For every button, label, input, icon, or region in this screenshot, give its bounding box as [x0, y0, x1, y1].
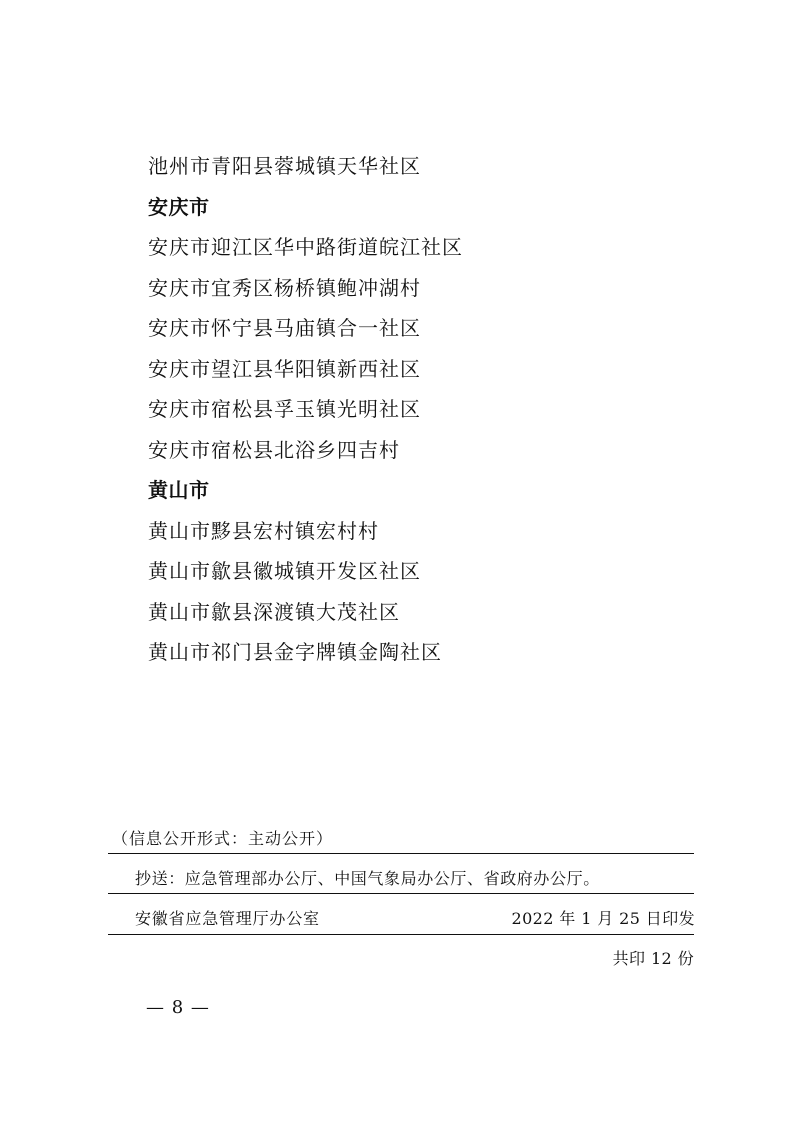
- disclosure-note: （信息公开形式：主动公开）: [112, 829, 334, 848]
- list-item: 安庆市望江县华阳镇新西社区: [148, 356, 421, 381]
- list-item: 池州市青阳县蓉城镇天华社区: [148, 154, 421, 178]
- print-copies: 共印 12 份: [612, 949, 694, 968]
- city-heading: 安庆市: [148, 194, 210, 219]
- divider-line-middle: [108, 893, 694, 894]
- list-item: 黄山市黟县宏村镇宏村村: [148, 518, 379, 543]
- list-item: 安庆市迎江区华中路街道皖江社区: [148, 235, 463, 259]
- divider-line-bottom: [108, 934, 694, 935]
- print-date: 2022 年 1 月 25 日印发: [511, 909, 695, 928]
- cc-recipients: 抄送：应急管理部办公厅、中国气象局办公厅、省政府办公厅。: [135, 869, 600, 888]
- list-item: 安庆市宿松县孚玉镇光明社区: [148, 397, 421, 421]
- list-item: 黄山市祁门县金字牌镇金陶社区: [148, 640, 442, 664]
- location-list: [148, 146, 708, 673]
- divider-line-top: [108, 853, 694, 854]
- page-number: — 8 —: [146, 997, 210, 1018]
- list-item: 黄山市歙县徽城镇开发区社区: [148, 559, 421, 583]
- list-item: 安庆市宿松县北浴乡四吉村: [148, 437, 400, 462]
- issuing-office: 安徽省应急管理厅办公室: [135, 909, 320, 928]
- list-item: 黄山市歙县深渡镇大茂社区: [148, 599, 400, 624]
- city-heading: 黄山市: [148, 478, 210, 502]
- list-item: 安庆市怀宁县马庙镇合一社区: [148, 316, 421, 340]
- list-item: 安庆市宜秀区杨桥镇鲍冲湖村: [148, 275, 421, 300]
